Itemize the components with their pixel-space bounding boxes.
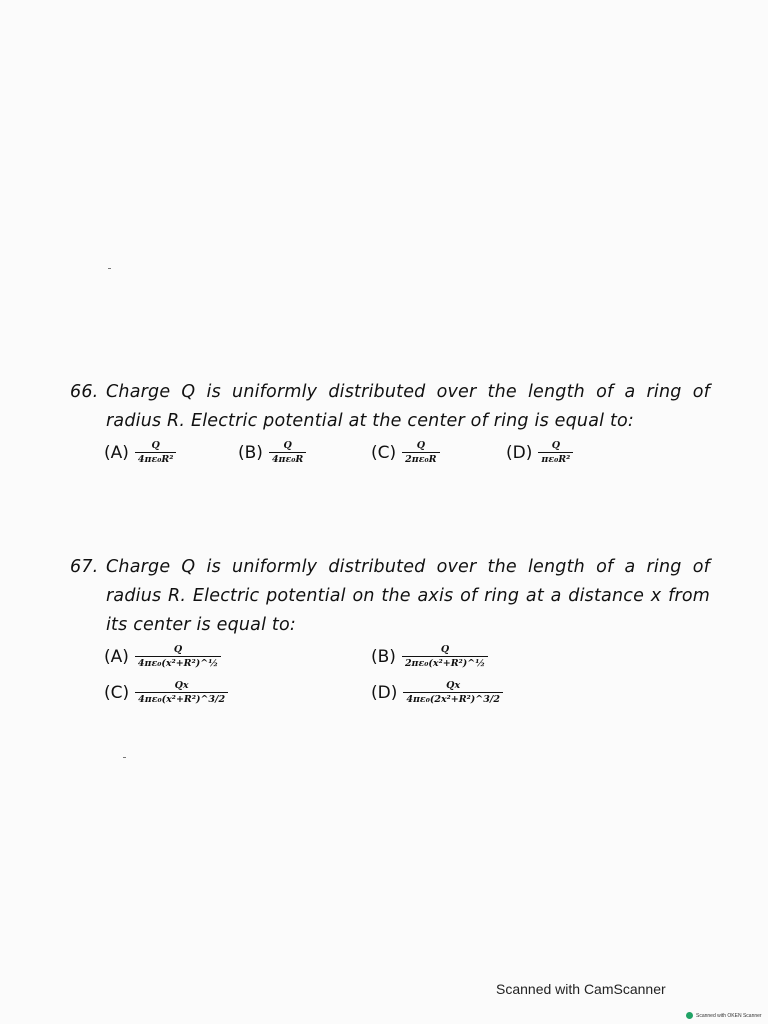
question-67-line-3: its center is equal to: [106,615,296,635]
option-fraction [402,440,439,466]
option-fraction [403,680,503,706]
denominator: 4πε₀(2x²+R²)^3/2 [403,692,503,706]
option-label: (A) [104,647,129,667]
question-67-line-2 [70,582,710,611]
numerator: Qx [174,680,189,691]
option-fraction [135,644,221,670]
numerator: Q [440,644,450,655]
numerator: Q [416,440,425,451]
scanner-badge [686,1012,762,1019]
option-label: (A) [104,443,129,463]
option-fraction [135,680,228,706]
option-label: (D) [506,443,533,463]
scanner-logo-icon [686,1012,693,1019]
denominator: 4πε₀(x²+R²)^3/2 [135,692,228,706]
q67-option-d [371,680,503,706]
option-fraction [402,644,488,670]
question-text: Charge Q is uniformly distributed over the length of a ring of [106,557,710,577]
q67-option-a [104,644,221,670]
question-66 [70,378,710,436]
question-number: 66. [70,382,99,402]
question-text: radius R. Electric potential on the axis of ring at a distance x from [106,586,710,606]
question-66-line-2: radius R. Electric potential at the center of ring is equal to: [106,411,635,431]
question-text: Charge Q is uniformly distributed over the length of a ring of [106,382,710,402]
question-67 [70,553,710,640]
denominator: 2πε₀(x²+R²)^½ [402,656,488,670]
option-fraction [135,440,177,466]
numerator: Q [173,644,183,655]
option-fraction [269,440,306,466]
q67-option-c [104,680,228,706]
numerator: Q [551,440,560,451]
option-label: (D) [371,683,398,703]
option-label: (C) [371,443,397,463]
q66-option-d [506,440,573,466]
question-66-line-1 [70,378,710,407]
q67-option-b [371,644,488,670]
numerator: Q [283,440,292,451]
question-67-line-1 [70,553,710,582]
scanner-badge-text: Scanned with OKEN Scanner [696,1012,762,1019]
denominator: 4πε₀R² [135,452,177,466]
scan-speck [123,757,126,758]
option-label: (B) [238,443,263,463]
numerator: Q [151,440,160,451]
camscanner-watermark: Scanned with CamScanner [496,981,666,997]
q66-option-a [104,440,176,466]
question-number: 67. [70,557,99,577]
denominator: πε₀R² [538,452,573,466]
q66-option-c [371,440,440,466]
denominator: 4πε₀R [269,452,306,466]
option-fraction [538,440,573,466]
option-label: (C) [104,683,130,703]
scan-speck [108,268,111,269]
option-label: (B) [371,647,396,667]
denominator: 4πε₀(x²+R²)^½ [135,656,221,670]
numerator: Qx [446,680,461,691]
q66-option-b [238,440,306,466]
denominator: 2πε₀R [402,452,439,466]
